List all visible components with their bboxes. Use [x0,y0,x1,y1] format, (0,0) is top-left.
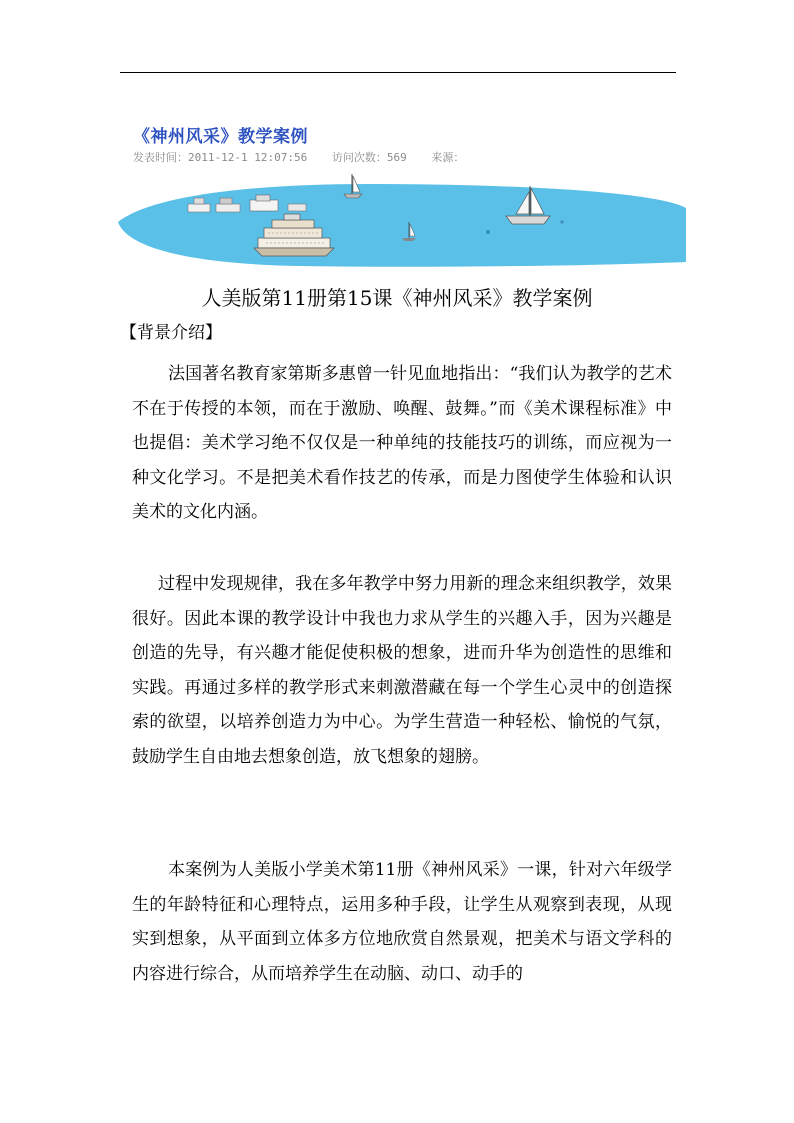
header-rule [120,72,676,73]
paragraph-2: 过程中发现规律，我在多年教学中努力用新的理念来组织教学，效果很好。因此本课的教学设计中我也力求从学生的兴趣入手，因为兴趣是创造的先导，有兴趣才能促使积极的想象，进而升华为创造性的思维和实践。再通过多样的教学形式来刺激潜藏在每一个学生心灵中的创造探索的欲望，以培养创造力为中心。为学生营造一种轻松、愉悦的气氛，鼓励学生自由地去想象创造，放飞想象的翅膀。 [132,574,672,767]
water-dot [560,220,563,223]
article-title-link[interactable]: 《神州风采》教学案例 [133,127,308,147]
paragraph-1: 法国著名教育家第斯多惠曾一针见血地指出：“我们认为教学的艺术不在于传授的本领，而在于激励、唤醒、鼓舞。”而《美术课程标准》中也提倡：美术学习绝不仅仅是一种单纯的技能技巧的训练，而应视为一种文化学习。不是把美术看作技艺的传承，而是力图使学生体验和认识美术的文化内涵。 [132,364,672,522]
publish-time: 发表时间：2011-12-1 12:07:56 [133,151,308,164]
sea-shape [118,184,686,267]
water-dot [486,230,490,234]
paragraph-3: 本案例为人美版小学美术第11册《神州风采》一课，针对六年级学生的年龄特征和心理特点，运用多种手段，让学生从观察到表现，从现实到想象，从平面到立体多方位地欣赏自然景观，把美术与语文学科的内容进行综合，从而培养学生在动脑、动口、动手的 [132,860,672,984]
source-label: 来源： [431,151,465,164]
section-heading: 【背景介绍】 [120,323,222,343]
sea-boats-banner [118,170,686,268]
article-meta [133,149,482,165]
document-title: 人美版第11册第15课《神州风采》教学案例 [201,286,593,310]
visit-count: 访问次数：569 [331,151,407,164]
